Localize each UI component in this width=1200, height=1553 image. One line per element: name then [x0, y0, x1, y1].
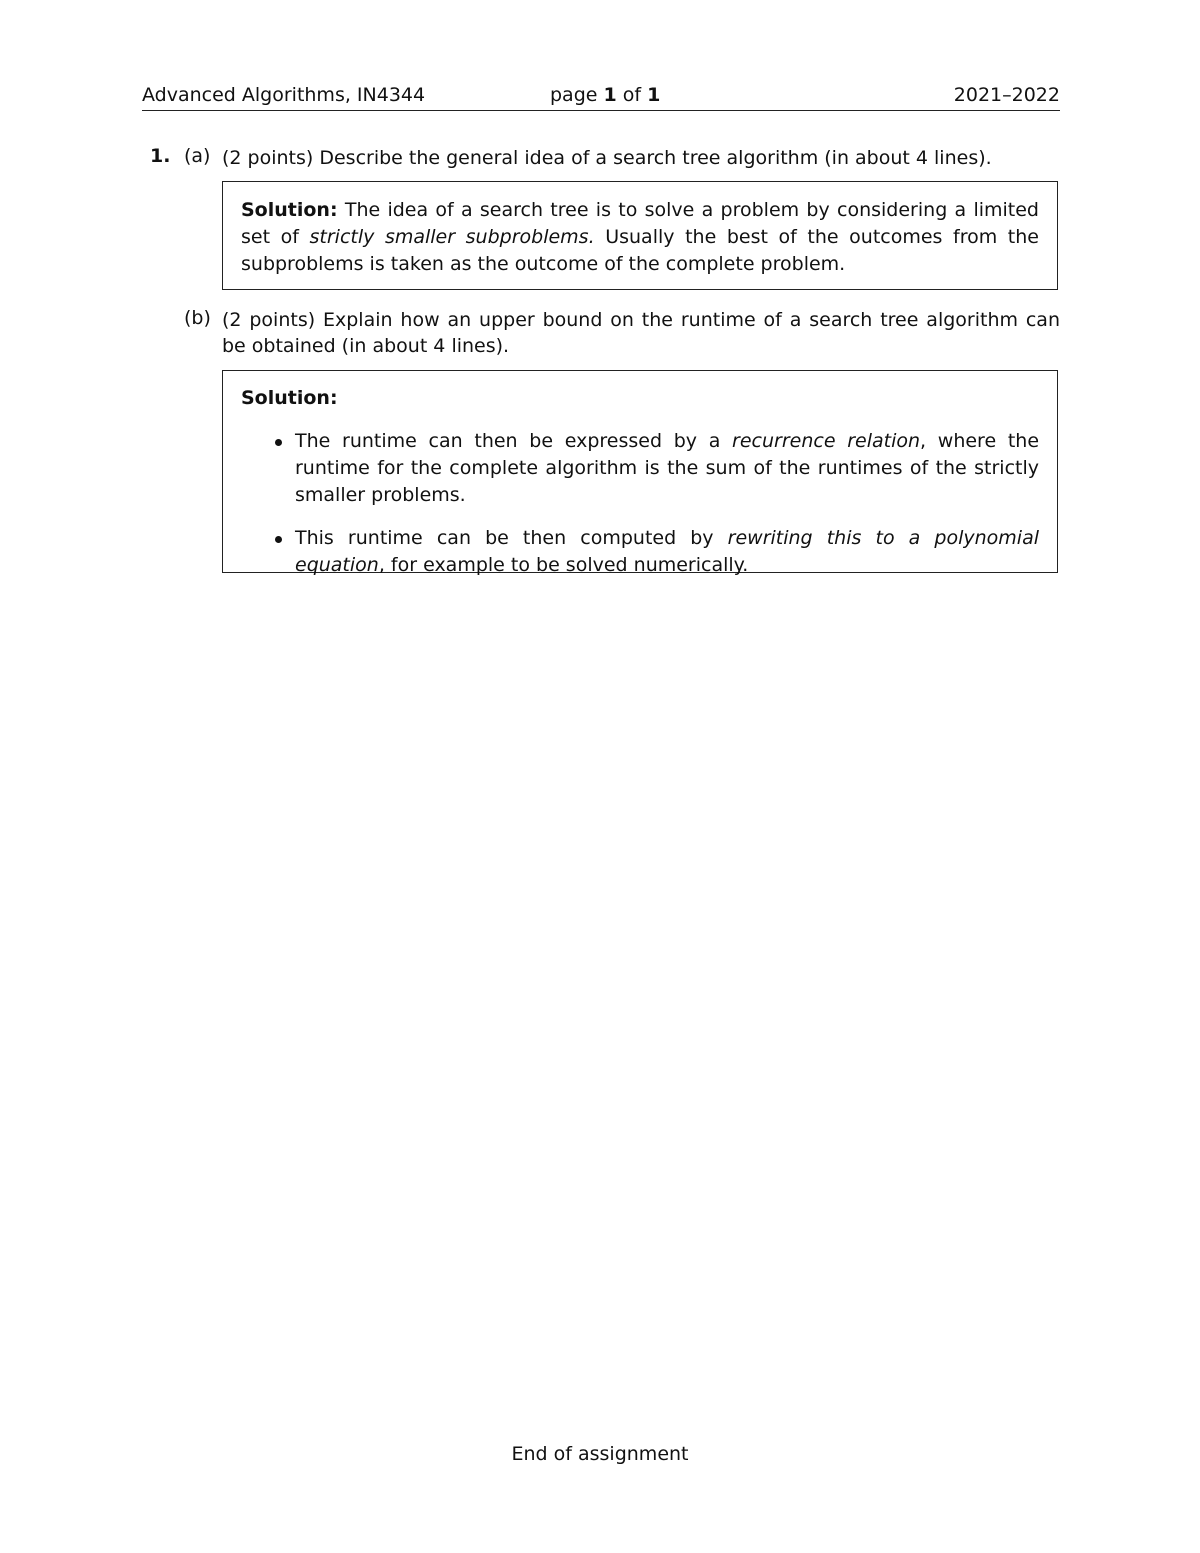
solution-b-label: Solution: [241, 387, 338, 409]
bullet-1-after: , where the runtime for the complete algorithm is the sum of the runtimes of the strictly smaller problems. [295, 430, 1040, 506]
page-total: 1 [647, 84, 661, 106]
list-item [241, 428, 1039, 509]
bullet-1-emphasis: recurrence relation [732, 430, 921, 452]
solution-a-emphasis: strictly smaller subproblems. [309, 226, 595, 248]
question-number: 1. [150, 145, 171, 167]
solution-box-b [222, 370, 1058, 576]
page-header [142, 84, 1060, 111]
solution-b-body [223, 371, 1057, 579]
solution-box-a [222, 181, 1058, 290]
end-of-assignment: End of assignment [511, 1443, 689, 1465]
academic-year: 2021–2022 [953, 84, 1060, 106]
part-b-label: (b) [184, 307, 211, 329]
page-indicator [550, 84, 660, 106]
solution-b-list [241, 428, 1039, 579]
bullet-2-emphasis: rewriting this to a polynomial equation [295, 527, 1039, 576]
page-current: 1 [603, 84, 617, 106]
list-item [241, 525, 1039, 579]
solution-a-label: Solution: [241, 199, 338, 221]
bullet-2-after: , for example to be solved numerically. [378, 554, 749, 576]
bullet-icon [275, 439, 282, 446]
part-a-label: (a) [184, 145, 211, 167]
course-title: Advanced Algorithms, IN4344 [142, 84, 426, 106]
solution-a-text-2: Usually the best of the outcomes from the subproblems is taken as the outcome of the complete problem. [241, 226, 1039, 275]
solution-a-text-1: The idea of a search tree is to solve a problem by considering a limited set of [241, 199, 1039, 248]
bullet-2-before: This runtime can be then computed by [295, 527, 728, 549]
part-b-prompt: (2 points) Explain how an upper bound on the runtime of a search tree algorithm can be obtained (in about 4 lines). [222, 309, 1060, 357]
page-prefix: page [550, 84, 598, 106]
solution-a-body [223, 182, 1057, 278]
bullet-1-before: The runtime can then be expressed by a [295, 430, 733, 452]
page-of: of [622, 84, 642, 106]
bullet-icon [275, 536, 282, 543]
part-a-prompt: (2 points) Describe the general idea of a search tree algorithm (in about 4 lines). [222, 147, 992, 169]
